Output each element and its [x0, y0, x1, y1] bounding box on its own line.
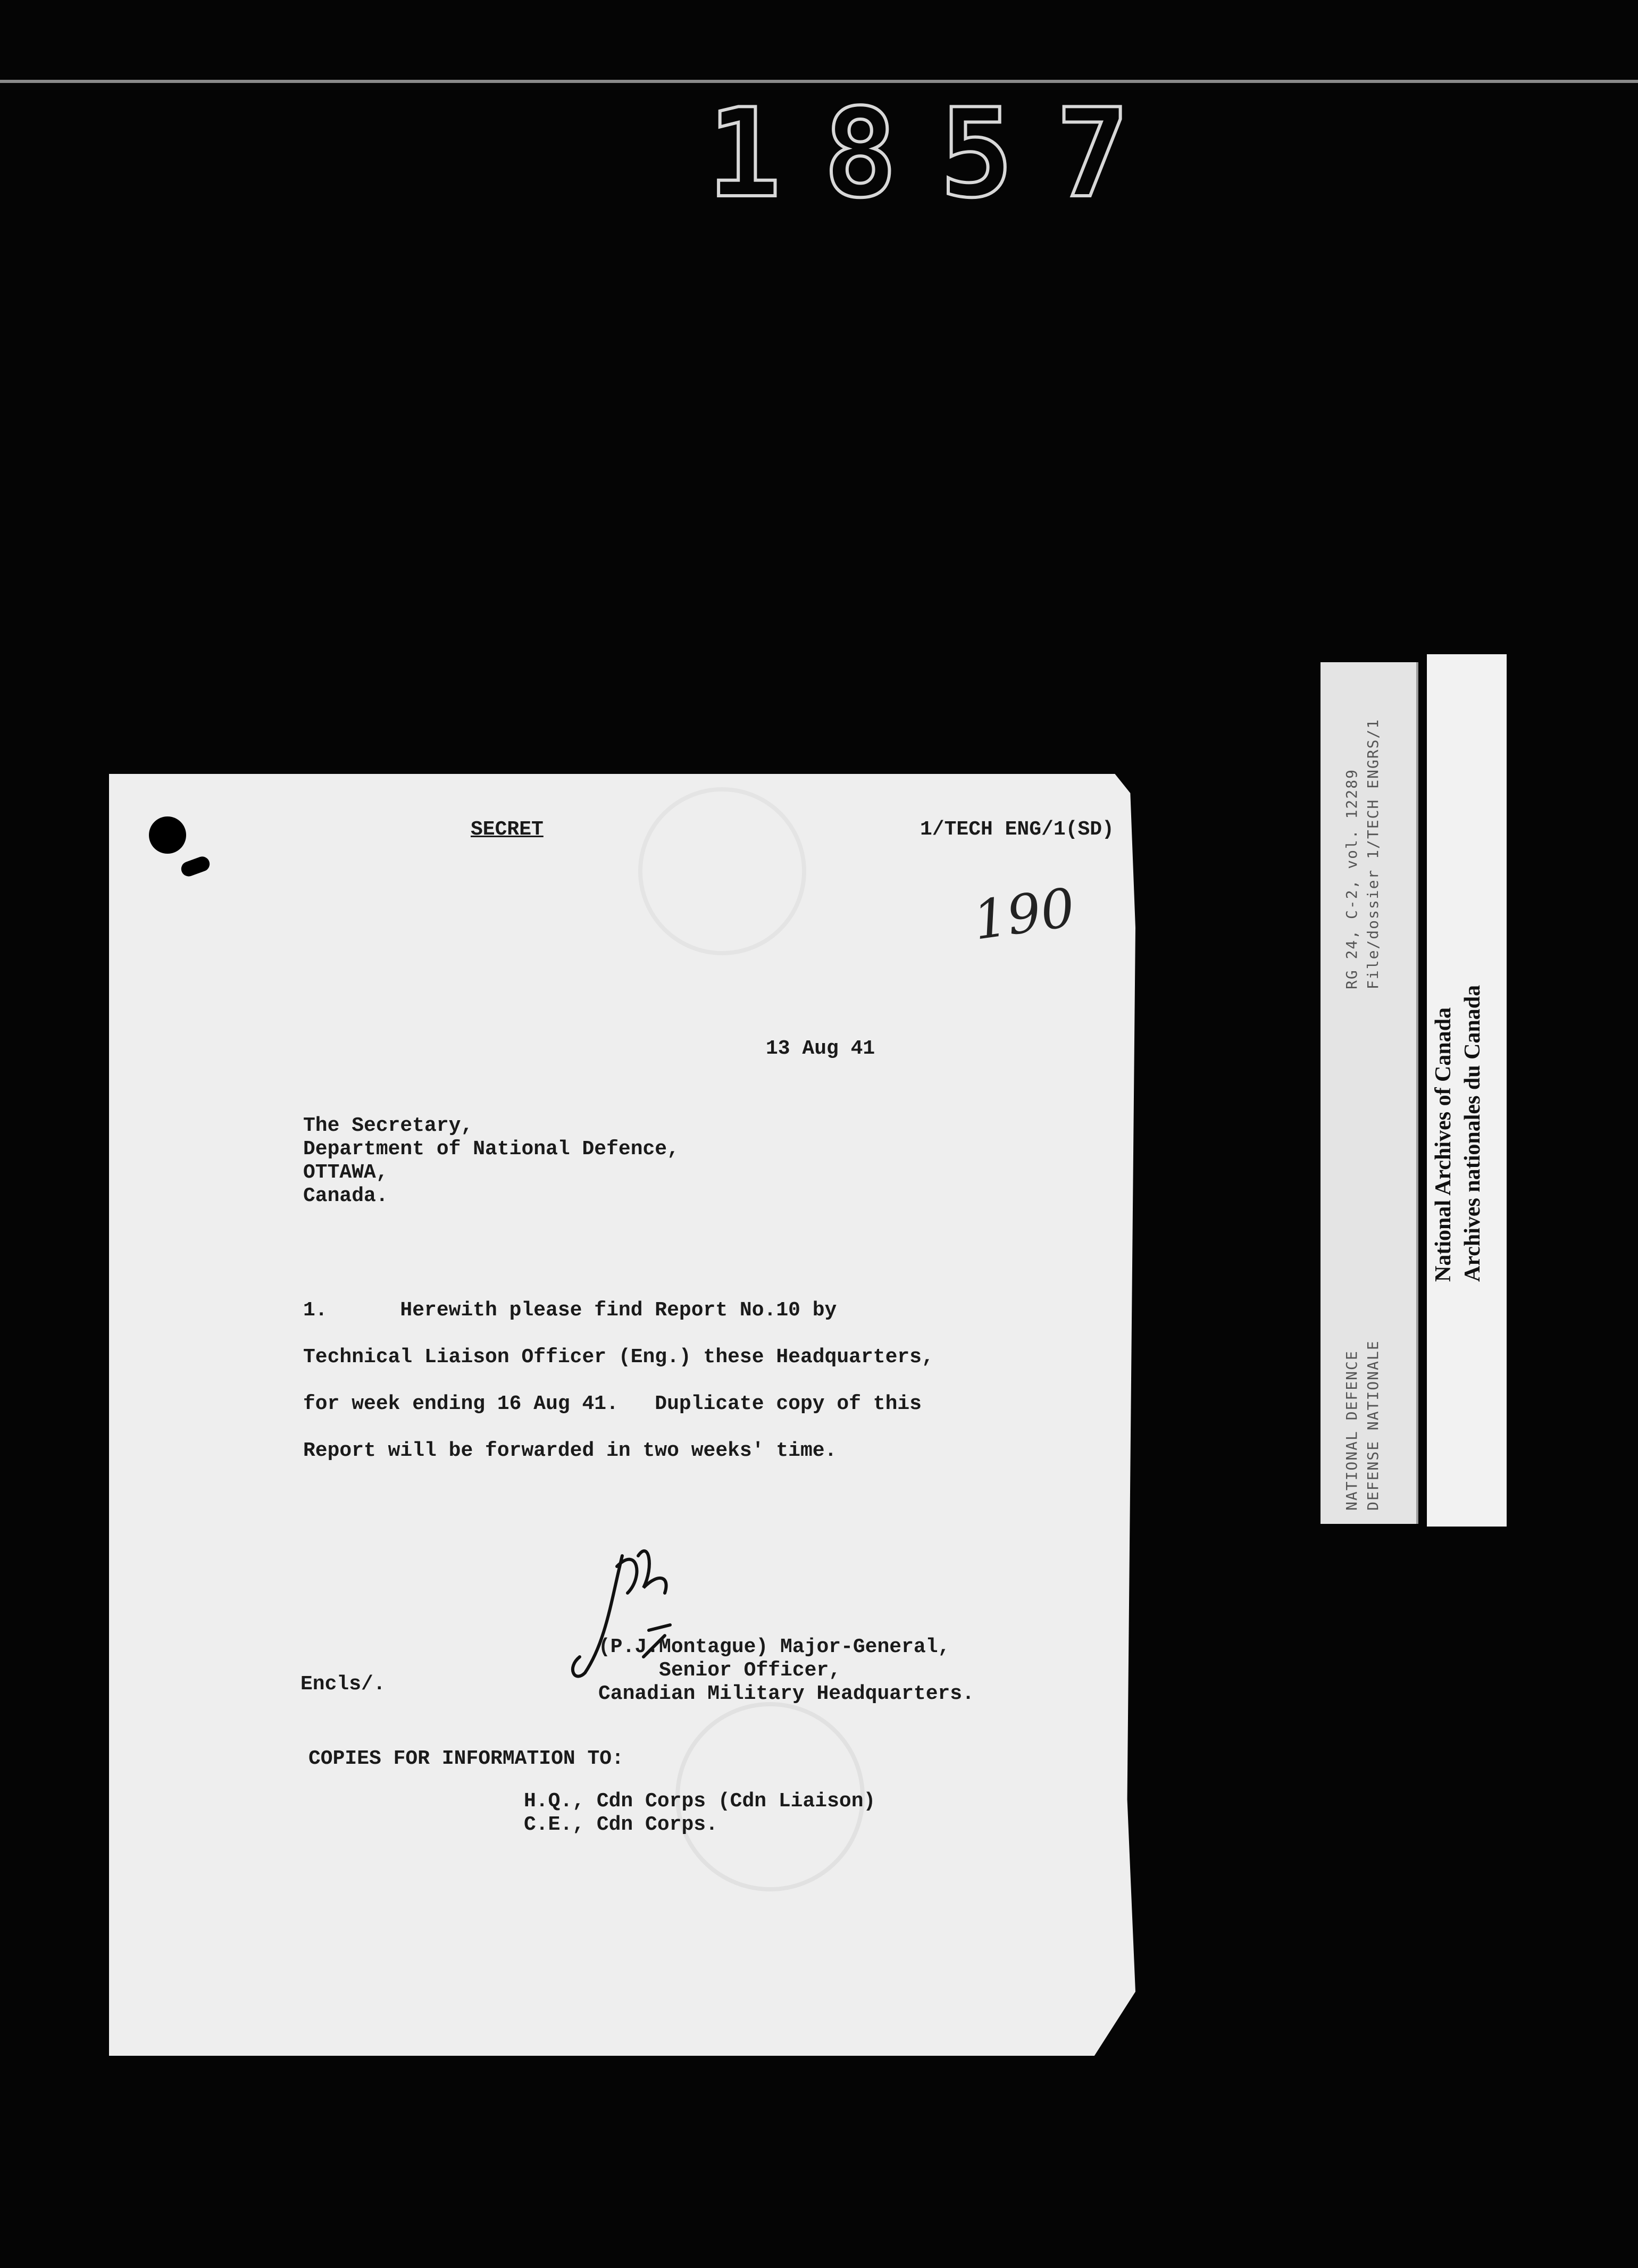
recipient-address: The Secretary, Department of National Defence, OTTAWA, Canada.	[303, 1114, 679, 1207]
signature-block: (P.J.Montague) Major-General, Senior Officer, Canadian Military Headquarters.	[598, 1636, 974, 1705]
archive-reference-line2: File/dossier 1/TECH ENGRS/1	[1364, 718, 1382, 989]
frame-number: 1857	[707, 83, 1172, 225]
letter-body: 1. Herewith please find Report No.10 by Technical Liaison Officer (Eng.) these Headquarters, for week ending 16 Aug 41. Duplicate copy of this Report will be forwarded in two weeks' time.	[303, 1299, 934, 1462]
enclosures-note: Encls/.	[300, 1673, 386, 1696]
dept-label-en: NATIONAL DEFENCE	[1343, 1350, 1360, 1511]
handwritten-page-number: 190	[969, 876, 1079, 952]
archives-name-en: National Archives of Canada	[1431, 1007, 1456, 1282]
classification-heading: SECRET	[471, 818, 544, 841]
archives-name-fr: Archives nationales du Canada	[1460, 985, 1485, 1282]
dept-label-fr: DEFENSE NATIONALE	[1364, 1340, 1382, 1511]
file-reference: 1/TECH ENG/1(SD)	[920, 818, 1114, 841]
punch-hole	[149, 816, 186, 854]
archive-reference-line1: RG 24, C-2, vol. 12289	[1343, 769, 1360, 989]
letter-date: 13 Aug 41	[766, 1037, 875, 1060]
copies-recipients: H.Q., Cdn Corps (Cdn Liaison) C.E., Cdn Corps.	[524, 1790, 876, 1836]
copies-heading: COPIES FOR INFORMATION TO:	[308, 1747, 624, 1770]
faint-stamp-top	[638, 787, 806, 955]
